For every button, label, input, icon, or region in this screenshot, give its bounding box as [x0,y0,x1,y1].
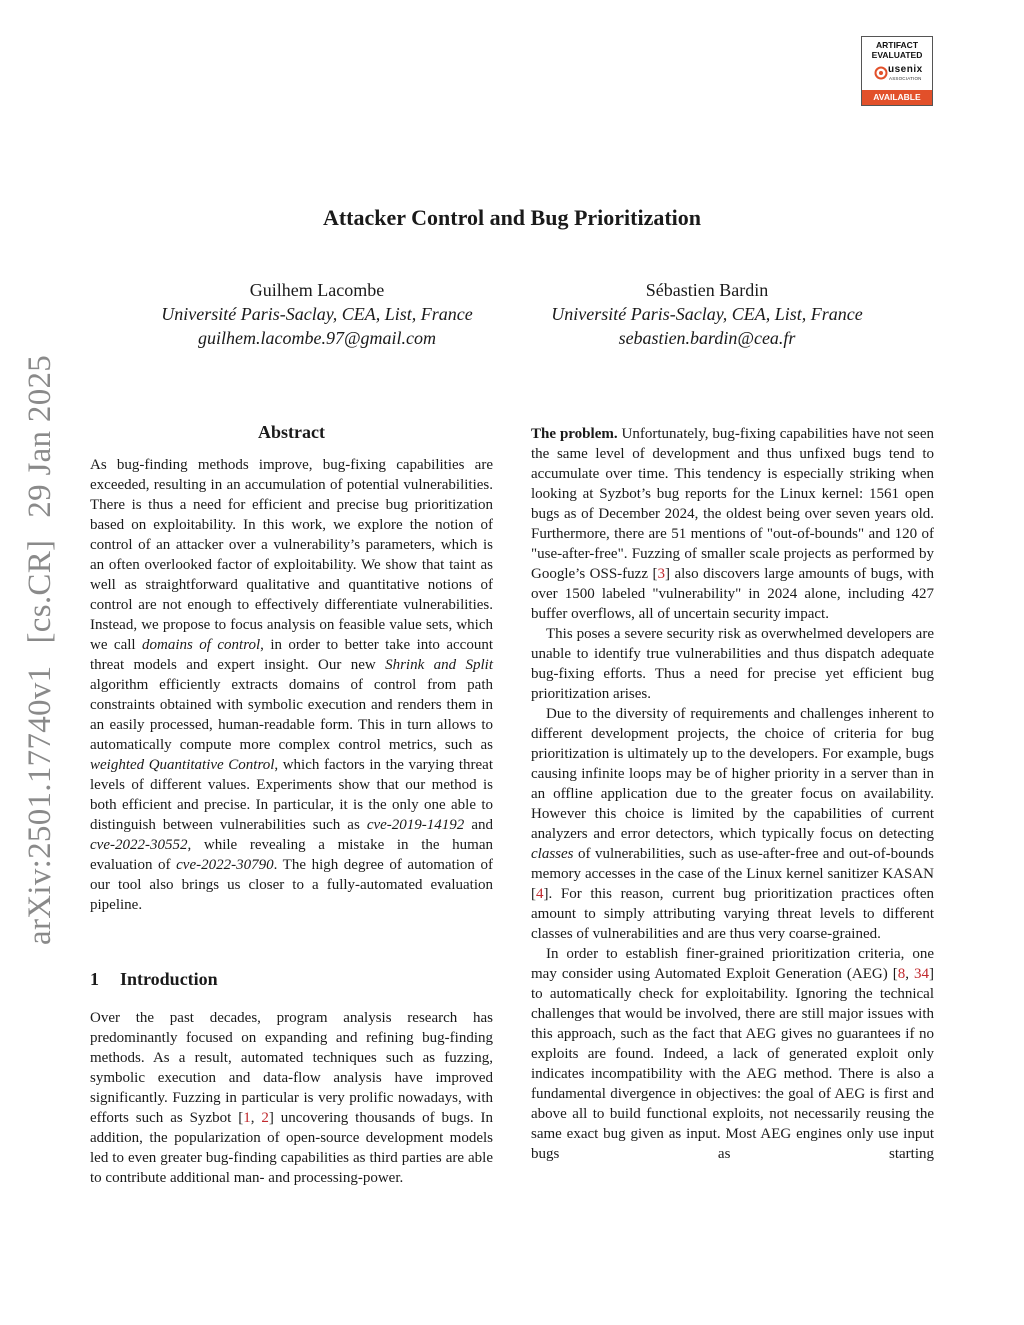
author-block-2 [497,278,917,350]
section-number: 1 [90,969,99,989]
badge-line-2: EVALUATED [871,50,923,60]
abstract-heading: Abstract [258,422,325,442]
arxiv-identifier [22,345,59,945]
badge-org-sub: ASSOCIATION [889,76,922,81]
artifact-evaluated-badge [861,36,933,106]
badge-org: usenix [888,64,923,75]
usenix-mark-icon [874,66,888,80]
abstract-emphasis: cve-2022-30552 [90,837,188,853]
author-email: guilhem.lacombe.97@gmail.com [197,328,437,348]
author-block-1 [107,278,527,350]
arxiv-date: 29 Jan 2025 [22,354,58,518]
citation-link[interactable]: 3 [657,566,665,582]
abstract-text-part: and [464,817,493,833]
right-column [531,424,934,1164]
citation-link[interactable]: 34 [914,966,929,982]
author-name: Sébastien Bardin [645,280,769,300]
intro-text-part: , [250,1110,262,1126]
abstract-text-part: algorithm efficiently extracts domains of control from path constraints obtained with symbolic execution and renders them in an easily processed, human-readable form. This in turn allows to automatically compute more complex control metrics, such as [90,677,493,753]
usenix-logo [874,63,926,83]
badge-line-1: ARTIFACT [875,40,919,50]
paragraph-text-part: ] to automatically check for exploitability. Ignoring the technical challenges that would be involved, there are still major issues with this approach, such as the fact that AEG gives no guarantees if no exploits are found. Indeed, a lack of generated exploit only indicates incompatibility with the AEG method. There is also a fundamental divergence in objectives: the goal of AEG is first and above all to build functional exploits, not necessarily reusing the same exact bug given as input. Most AEG engines only use input bugs as starting [531,966,934,1162]
paragraph-text-part: Due to the diversity of requirements and challenges inherent to different development projects, the choice of criteria for bug prioritization is ultimately up to the developers. For example, bugs causing infinite loops may be of higher priority in a server than in an offline application due to the greater focus on availability. However this choice is limited by the capabilities of current analyzers and error detectors, which typically focus on detecting [531,706,934,842]
author-name: Guilhem Lacombe [249,280,385,300]
intro-paragraph [90,1008,493,1188]
abstract-section [90,420,493,915]
section-title: Introduction [120,969,218,989]
problem-paragraph [531,424,934,624]
abstract-emphasis: Shrink and Split [385,657,493,673]
paragraph-emphasis: classes [531,846,574,862]
abstract-text-part: . The high degree of automation of our tool also brings us closer to a fully-automated evaluation pipeline. [90,857,493,913]
abstract-text [90,455,493,915]
abstract-emphasis: domains of control [142,637,261,653]
paragraph-text-part: , [905,966,914,982]
paragraph-text-part: In order to establish finer-grained prioritization criteria, one may consider using Automated Exploit Generation (AEG) [ [531,946,934,982]
paragraph-heading: The problem. [531,426,618,442]
paragraph-text-part: ]. For this reason, current bug prioritization practices often amount to simply attributing varying threat levels to different classes of vulnerabilities and are thus very coarse-grained. [531,886,934,942]
paragraph-text-part: Unfortunately, bug-fixing capabilities have not seen the same level of development and thus unfixed bugs tend to accumulate over time. This tendency is especially striking when looking at Syzbot’s bug reports for the Linux kernel: 1561 open bugs as of December 2024, the oldest being over seven years old. Furthermore, there are 51 mentions of "out-of-bounds" and 120 of "use-after-free". Fuzzing of smaller scale projects as performed by Google’s OSS-fuzz [ [531,426,934,582]
abstract-text-part: , which factors in the varying threat levels of different values. Experiments show that our method is both efficient and precise. In particular, it is the only one able to distinguish between vulnerabilities such as [90,757,493,833]
paragraph-text-part: of vulnerabilities, such as use-after-free and out-of-bounds memory accesses in the case of the Linux kernel sanitizer KASAN [ [531,846,934,902]
intro-text-part: ] uncovering thousands of bugs. In addition, the popularization of open-source development models led to even greater bug-finding capabilities as third parties are able to contribute additional man- and processing-power. [90,1110,494,1186]
author-affiliation: Université Paris-Saclay, CEA, List, France [161,304,473,324]
arxiv-category: [cs.CR] [22,539,58,644]
body-paragraph: This poses a severe security risk as overwhelmed developers are unable to identify true vulnerabilities and thus dispatch adequate bug-fixing efforts. Thus a need for precise yet efficient bug prioritization arises. [531,626,934,702]
arxiv-id: arXiv:2501.17740v1 [22,665,58,945]
citation-link[interactable]: 1 [243,1110,251,1126]
citation-link[interactable]: 2 [261,1110,269,1126]
citation-link[interactable]: 4 [536,886,544,902]
abstract-text-part: , while revealing a mistake in the human evaluation of [90,837,493,873]
abstract-emphasis: weighted Quantitative Control [90,757,275,773]
body-paragraph [531,944,934,1164]
paragraph-text-part: ] also discovers large amounts of bugs, with over 1500 labeled "vulnerability" in 2024 alone, including 427 buffer overflows, all of uncertain security impact. [531,566,934,622]
citation-link[interactable]: 8 [897,966,906,982]
intro-text-part: Over the past decades, program analysis research has predominantly focused on expanding and refining bug-finding methods. As a result, automated techniques such as fuzzing, symbolic execution and data-flow analysis have improved significantly. Fuzzing in particular is very prolific nowadays, with efforts such as Syzbot [ [90,1010,493,1126]
author-affiliation: Université Paris-Saclay, CEA, List, France [551,304,863,324]
abstract-text-part: , in order to better take into account threat models and expert insight. Our new [90,637,494,673]
abstract-text-part: As bug-finding methods improve, bug-fixing capabilities are exceeded, resulting in an accumulation of potential vulnerabilities. There is thus a need for efficient and precise bug prioritization based on exploitability. In this work, we explore the notion of control of an attacker over a vulnerability’s parameters, which is an often overlooked factor of exploitability. We show that taint as well as straightforward qualitative and quantitative notions of control are not enough to effectively differentiate vulnerabilities. Instead, we propose to focus analysis on feasible value sets, which we call [90,457,493,653]
author-email: sebastien.bardin@cea.fr [618,328,796,348]
section-heading [90,967,493,991]
introduction-section [90,967,493,1188]
paper-title: Attacker Control and Bug Prioritization [322,205,702,230]
abstract-emphasis: cve-2019-14192 [366,817,465,833]
abstract-emphasis: cve-2022-30790 [176,857,274,873]
body-paragraph [531,704,934,944]
badge-status: AVAILABLE [862,90,932,105]
